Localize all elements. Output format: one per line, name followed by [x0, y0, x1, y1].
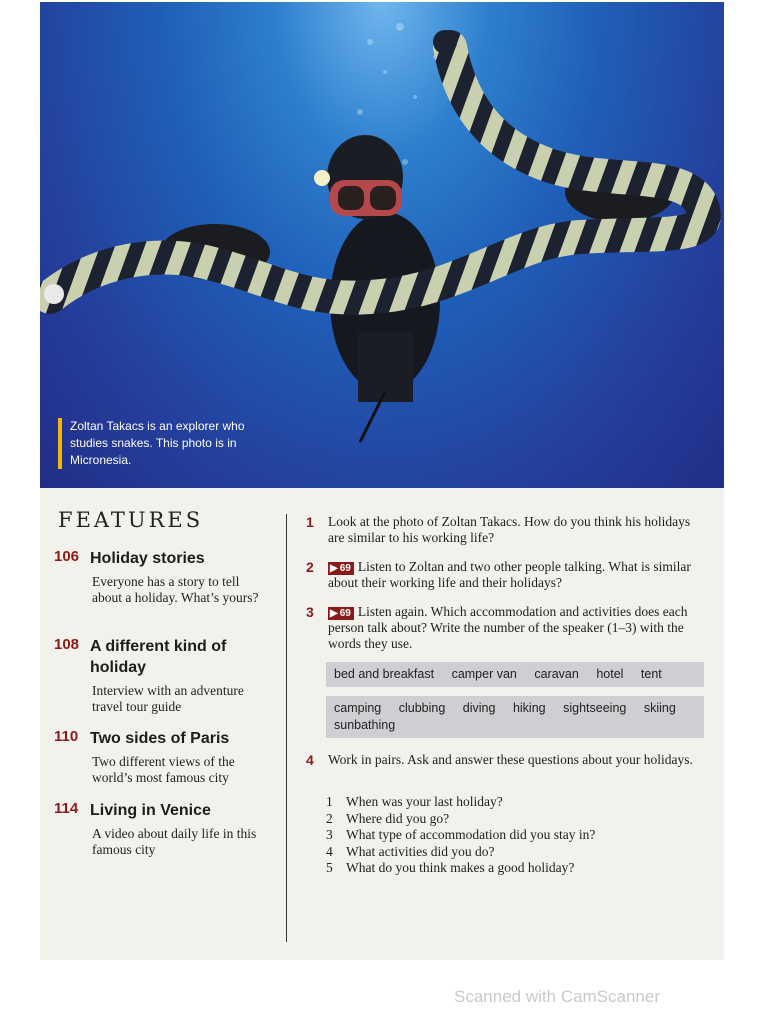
exercise-text: Work in pairs. Ask and answer these questions about your holidays.	[328, 752, 693, 767]
word: sightseeing	[563, 701, 627, 715]
activities-word-box	[326, 696, 704, 738]
list-item: 4 What activities did you do?	[326, 843, 495, 859]
list-item: 1 When was your last holiday?	[326, 794, 503, 809]
audio-track-button[interactable]	[328, 607, 354, 620]
exercise-number: 4	[306, 752, 314, 768]
feature-item	[54, 728, 269, 786]
word: camping	[334, 701, 382, 715]
exercise-text: Listen again. Which accommodation and activities does each person talk about? Write the number of the speaker (1–3) with the words they use.	[328, 604, 688, 651]
word: tent	[640, 667, 662, 681]
feature-page-number: 110	[54, 728, 79, 745]
list-item: 3 What type of accommodation did you stay in?	[326, 827, 596, 842]
exercise-number: 3	[306, 604, 314, 620]
word: diving	[462, 701, 496, 715]
feature-description: Two different views of the world’s most famous city	[92, 754, 235, 785]
photo-caption: Zoltan Takacs is an explorer who studies snakes. This photo is in Micronesia.	[58, 418, 280, 469]
audio-track-number: 69	[339, 563, 351, 574]
feature-page-number: 108	[54, 636, 80, 653]
list-item: 5 What do you think makes a good holiday?	[326, 860, 575, 875]
feature-page-number: 106	[54, 548, 80, 565]
feature-description: A video about daily life in this famous city	[92, 826, 257, 857]
word: clubbing	[398, 701, 446, 715]
exercise-2	[306, 559, 706, 591]
feature-title: A different kind of holiday	[90, 638, 227, 676]
photo-illustration	[40, 2, 724, 488]
discussion-questions	[326, 794, 706, 877]
audio-track-number: 69	[339, 608, 351, 619]
diver-snake-photo	[40, 2, 724, 488]
word: caravan	[534, 667, 579, 681]
feature-title: Two sides of Paris	[90, 730, 230, 747]
word: bed and breakfast	[334, 667, 435, 681]
exercise-text: Listen to Zoltan and two other people talking. What is similar about their working life and their holidays?	[328, 559, 691, 590]
feature-title: Holiday stories	[90, 550, 205, 567]
feature-item	[54, 800, 269, 858]
scanner-watermark: Scanned with CamScanner	[454, 987, 661, 1006]
word: sunbathing	[334, 718, 396, 732]
feature-description: Interview with an adventure travel tour guide	[92, 683, 244, 714]
textbook-page	[40, 2, 724, 960]
word: camper van	[451, 667, 517, 681]
features-heading: FEATURES	[58, 508, 204, 532]
feature-title: Living in Venice	[90, 802, 211, 819]
audio-track-button[interactable]	[328, 562, 354, 575]
feature-description: Everyone has a story to tell about a holiday. What’s yours?	[92, 574, 259, 605]
play-icon: ▶	[330, 563, 338, 574]
feature-item	[54, 636, 269, 715]
exercise-4	[306, 752, 706, 768]
exercise-text: Look at the photo of Zoltan Takacs. How do you think his holidays are similar to his working life?	[328, 514, 691, 545]
play-icon: ▶	[330, 608, 338, 619]
accommodation-word-box	[326, 662, 704, 687]
word: hiking	[512, 701, 546, 715]
word: skiing	[643, 701, 676, 715]
exercise-1	[306, 514, 706, 546]
column-divider	[286, 514, 287, 942]
exercise-number: 1	[306, 514, 314, 530]
word: hotel	[596, 667, 624, 681]
list-item: 2 Where did you go?	[326, 810, 450, 826]
feature-item	[54, 548, 269, 606]
exercise-3	[306, 604, 706, 652]
exercise-number: 2	[306, 559, 314, 575]
feature-page-number: 114	[54, 800, 79, 817]
